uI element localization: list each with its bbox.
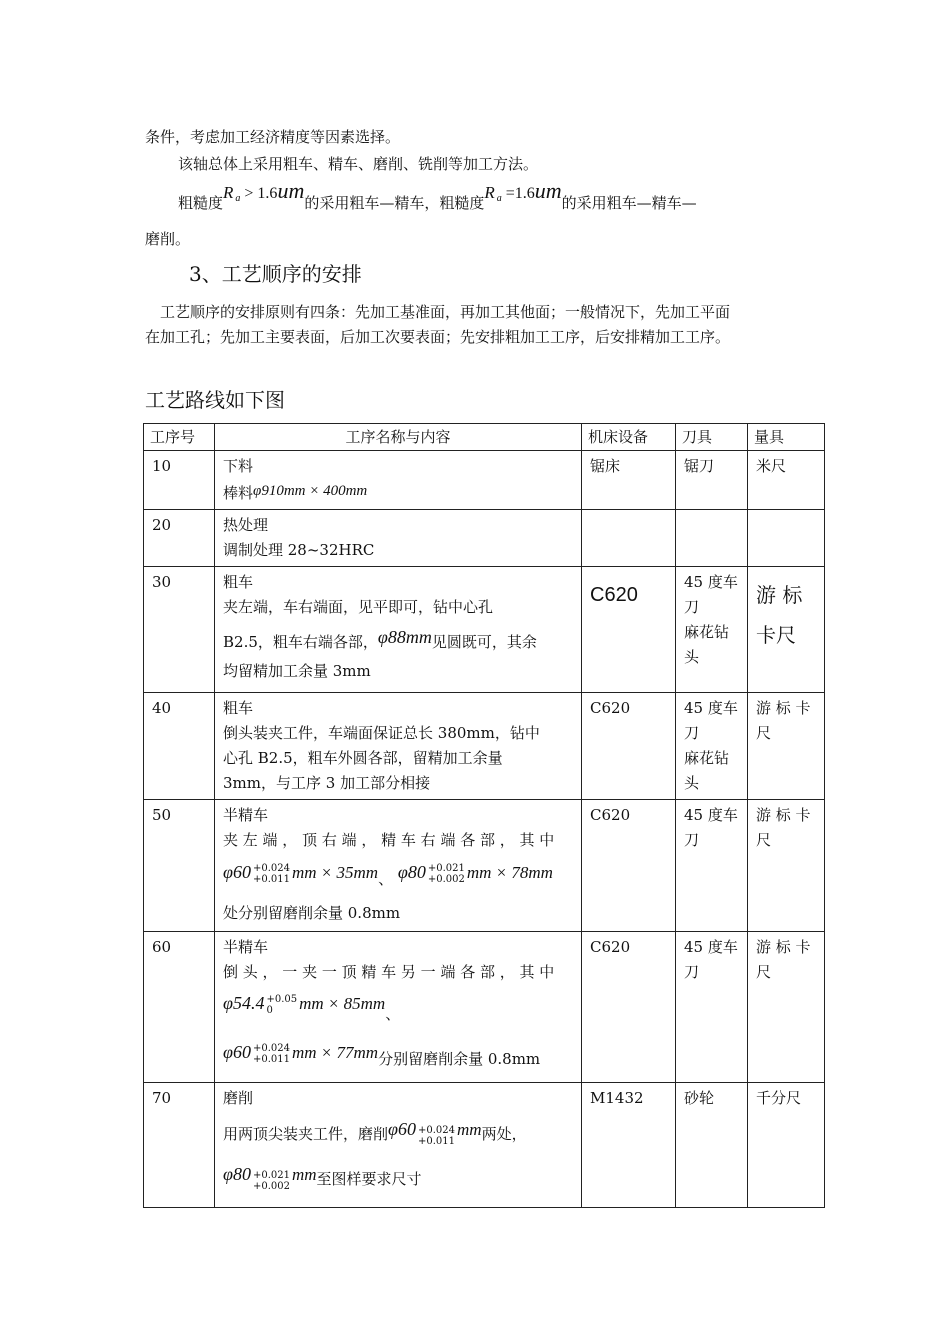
cell-gauge bbox=[748, 510, 825, 567]
text-roughness-a: 粗糙度 bbox=[178, 194, 224, 212]
table-row bbox=[144, 510, 825, 567]
route-title: 工艺路线如下图 bbox=[145, 388, 285, 412]
unit-um-2: um bbox=[534, 178, 562, 203]
cell-tool: 锯刀 bbox=[676, 451, 748, 510]
cell-gauge: 米尺 bbox=[748, 451, 825, 510]
cell-no: 70 bbox=[144, 1083, 215, 1208]
cell-gauge: 游 标 卡 尺 bbox=[748, 800, 825, 932]
cell-machine: C620 bbox=[582, 800, 676, 932]
paragraph-grinding: 磨削。 bbox=[145, 230, 191, 248]
cell-gauge: 游 标 卡尺 bbox=[748, 567, 825, 693]
paragraph-order-2: 在加工孔；先加工主要表面，后加工次要表面；先安排粗加工工序，后安排精加工工序。 bbox=[145, 328, 731, 346]
cell-gauge: 游 标 卡 尺 bbox=[748, 932, 825, 1083]
cell-tool: 45 度车 刀 bbox=[676, 800, 748, 932]
cell-machine: 锯床 bbox=[582, 451, 676, 510]
cell-content: 磨削 用两顶尖装夹工件，磨削φ60 +0.024 +0.011 mm两处， φ80 +0.021 +0.002 mm至图样要求尺寸 bbox=[215, 1083, 582, 1208]
paragraph-continuation: 条件，考虑加工经济精度等因素选择。 bbox=[145, 128, 401, 146]
cell-tool: 砂轮 bbox=[676, 1083, 748, 1208]
cell-no: 20 bbox=[144, 510, 215, 567]
cell-content: 热处理 调制处理 28~32HRC bbox=[215, 510, 582, 567]
table-row bbox=[144, 451, 825, 510]
cell-tool bbox=[676, 510, 748, 567]
cell-gauge: 游 标 卡 尺 bbox=[748, 693, 825, 800]
text-roughness-c: 的采用粗车—精车— bbox=[561, 194, 697, 212]
cell-tool: 45 度车 刀 bbox=[676, 932, 748, 1083]
roughness-value-2: =1.6 bbox=[505, 185, 535, 202]
cell-machine: C620 bbox=[582, 932, 676, 1083]
cell-tool: 45 度车 刀 麻花钻 头 bbox=[676, 567, 748, 693]
ra-symbol-2: R $_a$ bbox=[484, 183, 502, 204]
cell-content: 半精车 夹 左 端 ， 顶 右 端 ， 精 车 右 端 各 部 ， 其 中 φ60 +0.024 +0.011 mm × 35mm、 φ80 +0.021 +0.002 mm × 78mm 处分别留磨削余量 0.8mm bbox=[215, 800, 582, 932]
table-row bbox=[144, 1083, 825, 1208]
paragraph-roughness bbox=[178, 180, 697, 214]
cell-no: 60 bbox=[144, 932, 215, 1083]
cell-content: 半精车 倒 头 ， 一 夹 一 顶 精 车 另 一 端 各 部 ， 其 中 φ54.4 +0.05 0 mm × 85mm、 φ60 +0.024 +0.011 mm × 77mm分别留磨削余量 0.8mm bbox=[215, 932, 582, 1083]
cell-no: 10 bbox=[144, 451, 215, 510]
cell-machine bbox=[582, 510, 676, 567]
roughness-value-1: > 1.6 bbox=[244, 185, 278, 202]
cell-gauge: 千分尺 bbox=[748, 1083, 825, 1208]
table-row bbox=[144, 567, 825, 693]
text-roughness-b: 的采用粗车—精车，粗糙度 bbox=[304, 194, 485, 212]
paragraph-order-1: 工艺顺序的安排原则有四条：先加工基准面，再加工其他面；一般情况下，先加工平面 bbox=[160, 303, 731, 321]
header-no: 工序号 bbox=[144, 424, 215, 451]
unit-um-1: um bbox=[277, 178, 305, 203]
cell-content: 下料 棒料φ910mm × 400mm bbox=[215, 451, 582, 510]
process-route-table bbox=[143, 423, 825, 1208]
cell-content: 粗车 夹左端，车右端面，见平即可，钻中心孔 B2.5，粗车右端各部，φ88mm见圆既可，其余 均留精加工余量 3mm bbox=[215, 567, 582, 693]
cell-machine: C620 bbox=[582, 693, 676, 800]
header-content: 工序名称与内容 bbox=[215, 424, 582, 451]
header-machine: 机床设备 bbox=[582, 424, 676, 451]
table-header-row bbox=[144, 424, 825, 451]
cell-tool: 45 度车 刀 麻花钻 头 bbox=[676, 693, 748, 800]
cell-content: 粗车 倒头装夹工件，车端面保证总长 380mm，钻中 心孔 B2.5，粗车外圆各部，留精加工余量 3mm，与工序 3 加工部分相接 bbox=[215, 693, 582, 800]
header-gauge: 量具 bbox=[748, 424, 825, 451]
cell-no: 40 bbox=[144, 693, 215, 800]
cell-no: 50 bbox=[144, 800, 215, 932]
header-tool: 刀具 bbox=[676, 424, 748, 451]
table-row bbox=[144, 932, 825, 1083]
ra-symbol-1: R $_a$ bbox=[223, 183, 241, 204]
table-row bbox=[144, 693, 825, 800]
section-heading: 3、工艺顺序的安排 bbox=[189, 262, 362, 286]
paragraph-methods: 该轴总体上采用粗车、精车、磨削、铣削等加工方法。 bbox=[178, 155, 539, 173]
cell-machine: M1432 bbox=[582, 1083, 676, 1208]
cell-machine: C620 bbox=[582, 567, 676, 693]
table-row bbox=[144, 800, 825, 932]
cell-no: 30 bbox=[144, 567, 215, 693]
